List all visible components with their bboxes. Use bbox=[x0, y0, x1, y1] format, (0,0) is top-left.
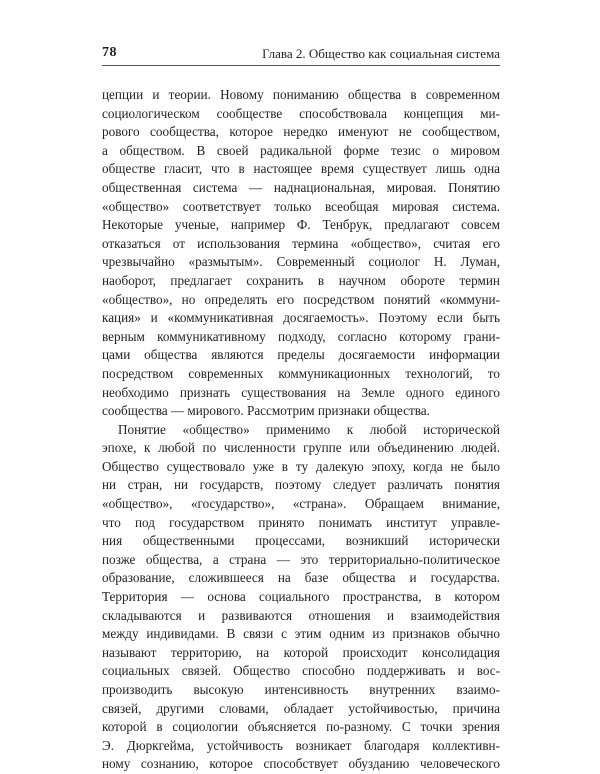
text-line: которой в социологии объясняется по-разному. С точки зрения bbox=[102, 719, 500, 735]
body-text bbox=[102, 86, 500, 774]
text-line: посредством современных коммуникационных технологий, то bbox=[102, 365, 500, 381]
text-line: называют территорию, на которой происходит консолидация bbox=[102, 644, 500, 660]
text-line: отказаться от использования термина «общество», считая его bbox=[102, 235, 500, 251]
text-line: сообщества — мирового. Рассмотрим признаки общества. bbox=[102, 403, 430, 419]
text-line: «общество», но определять его посредством понятий «коммуни- bbox=[102, 291, 500, 307]
text-line: Э. Дюркгейма, устойчивость возникает благодаря коллективн- bbox=[102, 737, 500, 753]
running-head: Глава 2. Общество как социальная система bbox=[262, 46, 500, 61]
text-line: ни стран, ни государств, поэтому следует различать понятия bbox=[102, 477, 500, 493]
header-rule bbox=[102, 65, 500, 66]
text-line: верным коммуникативному подходу, согласно которому грани- bbox=[102, 328, 500, 344]
text-line: образование, сложившееся на базе общества и государства. bbox=[102, 570, 500, 586]
text-line: кация» и «коммуникативная досягаемость». Поэтому если быть bbox=[102, 310, 500, 326]
text-line: между индивидами. В связи с этим одним из признаков обычно bbox=[102, 626, 500, 642]
text-line: чрезвычайно «размытым». Современный социолог Н. Луман, bbox=[102, 254, 500, 270]
text-line: производить высокую интенсивность внутренних взаимо- bbox=[102, 682, 500, 697]
text-line: эпохе, к любой по численности группе или объединению людей. bbox=[102, 440, 500, 456]
text-line: Некоторые ученые, например Ф. Тенбрук, предлагают совсем bbox=[102, 217, 500, 233]
text-line: цепции и теории. Новому пониманию общества в современном bbox=[102, 87, 500, 102]
text-line: наоборот, предлагает сохранить в научном обороте термин bbox=[102, 272, 500, 288]
text-line: ному сознанию, которое способствует обузданию человеческого bbox=[102, 756, 500, 772]
text-line: необходимо признать существования на Земле одного единого bbox=[102, 384, 500, 400]
text-line: «общество» соответствует только всеобщая мировая система. bbox=[102, 198, 500, 214]
paragraph bbox=[102, 86, 500, 421]
page-number: 78 bbox=[102, 45, 117, 60]
text-line: Общество существовало уже в ту далекую эпоху, когда не было bbox=[102, 458, 500, 474]
text-line: общественная система — наднациональная, мировая. Понятию bbox=[102, 179, 500, 195]
text-line: рового сообщества, которое нередко именуют не сообществом, bbox=[102, 124, 500, 140]
text-line: позже общества, а страна — это территориально-политическое bbox=[102, 551, 500, 567]
text-line: Территория — основа социального пространства, в котором bbox=[102, 589, 500, 605]
page-header bbox=[102, 42, 500, 64]
text-line: социологическом сообществе способствовала концепция ми- bbox=[102, 105, 500, 121]
text-line: социальных связей. Общество способно поддерживать и вос- bbox=[102, 663, 500, 679]
text-line: обществе гласит, что в настоящее время существует лишь одна bbox=[102, 161, 500, 177]
text-line: цами общества являются пределы досягаемости информации bbox=[102, 347, 500, 363]
text-line: что под государством принято понимать институт управле- bbox=[102, 514, 500, 530]
text-line: Понятие «общество» применимо к любой исторической bbox=[118, 421, 500, 437]
text-line: ния общественными процессами, возникший исторически bbox=[102, 533, 500, 549]
text-line: а обществом. В своей радикальной форме тезис о мировом bbox=[102, 142, 500, 158]
text-line: складываются и развиваются отношения и взаимодействия bbox=[102, 607, 500, 623]
text-line: связей, другими словами, обладает устойчивостью, причина bbox=[102, 700, 500, 716]
text-line: «общество», «государство», «страна». Обращаем внимание, bbox=[102, 496, 500, 512]
paragraph bbox=[102, 421, 500, 774]
